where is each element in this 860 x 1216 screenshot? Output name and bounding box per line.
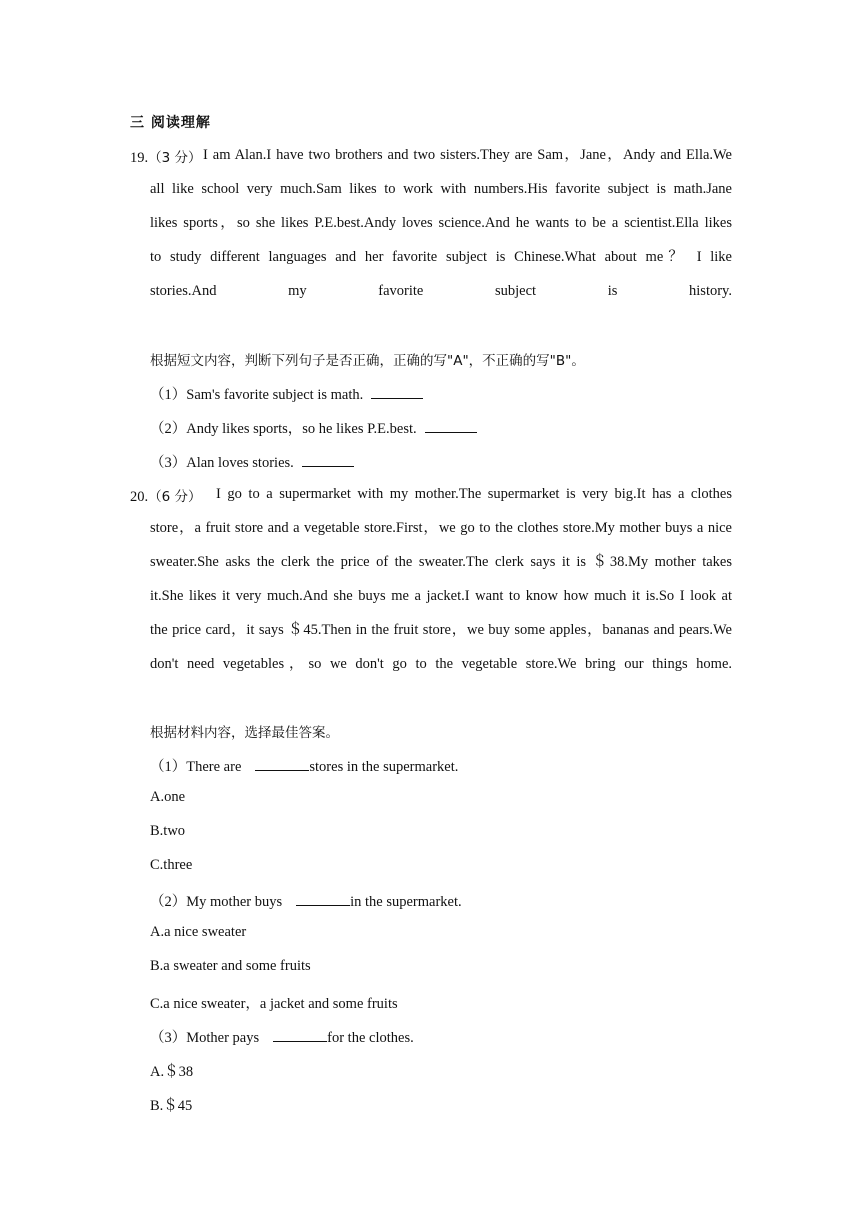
answer-blank[interactable] bbox=[255, 758, 309, 771]
q19-passage-rest bbox=[150, 172, 732, 308]
q19-line-1: I am Alan.I have two brothers and two sisters.They are Sam，Jane，Andy and Ella.We bbox=[203, 147, 732, 163]
q19-passage-line-1 bbox=[203, 138, 732, 172]
q20-q2-suffix: in the supermarket. bbox=[350, 894, 462, 910]
q19-line-4: to study different languages and her favorite subject is Chinese.What about me？ I like bbox=[150, 249, 732, 265]
q19-item-1-text: （1）Sam's favorite subject is math. bbox=[150, 387, 364, 403]
q20-q1-option-b: B.two bbox=[150, 823, 186, 839]
q20-q2-option-c: C.a nice sweater，a jacket and some fruits bbox=[150, 996, 398, 1012]
q19-number: 19. bbox=[130, 150, 149, 166]
q20-q1-suffix: stores in the supermarket. bbox=[309, 759, 459, 775]
q19-item-3 bbox=[150, 451, 354, 472]
q19-instruction: 根据短文内容，判断下列句子是否正确，正确的写"A"，不正确的写"B"。 bbox=[150, 353, 585, 369]
q19-line-2: all like school very much.Sam likes to work with numbers.His favorite subject is math.Jane bbox=[150, 181, 732, 197]
q20-q1-prefix: （1）There are bbox=[150, 759, 242, 775]
q20-line-6: don't need vegetables，so we don't go to the vegetable store.We bring our things home. bbox=[150, 656, 732, 672]
q19-score: （3 分） bbox=[148, 150, 202, 166]
q20-q2-option-a: A.a nice sweater bbox=[150, 924, 247, 940]
q20-q2-prefix: （2）My mother buys bbox=[150, 894, 283, 910]
q20-q3-option-b: B.＄45 bbox=[150, 1098, 193, 1114]
q20-passage-rest bbox=[150, 511, 732, 681]
q20-question-3 bbox=[150, 1026, 414, 1047]
q20-number-score bbox=[130, 485, 202, 506]
q20-q1-option-a: A.one bbox=[150, 789, 186, 805]
answer-blank[interactable] bbox=[296, 893, 350, 906]
q19-line-3: likes sports，so she likes P.E.best.Andy loves science.And he wants to be a scientist.Ella likes bbox=[150, 215, 732, 231]
q20-passage-line-1 bbox=[216, 477, 732, 511]
q20-instruction: 根据材料内容，选择最佳答案。 bbox=[150, 725, 339, 741]
q20-q2-option-b: B.a sweater and some fruits bbox=[150, 958, 311, 974]
q20-q3-option-a: A.＄38 bbox=[150, 1064, 194, 1080]
q20-line-4: it.She likes it very much.And she buys me a jacket.I want to know how much it is.So I look at bbox=[150, 588, 732, 604]
q20-line-5: the price card，it says ＄45.Then in the fruit store，we buy some apples，bananas and pears.We bbox=[150, 622, 732, 638]
q20-q3-suffix: for the clothes. bbox=[327, 1030, 414, 1046]
q20-line-1: I go to a supermarket with my mother.The supermarket is very big.It has a clothes bbox=[216, 486, 732, 502]
answer-blank[interactable] bbox=[425, 420, 477, 433]
answer-blank[interactable] bbox=[302, 454, 354, 467]
q20-q1-option-c: C.three bbox=[150, 857, 193, 873]
q20-question-1 bbox=[150, 755, 458, 776]
q19-item-2 bbox=[150, 417, 477, 438]
q20-score: （6 分） bbox=[148, 489, 202, 505]
answer-blank[interactable] bbox=[273, 1029, 327, 1042]
q19-line-5: stories.And my favorite subject is history. bbox=[150, 283, 732, 299]
q20-line-2: store，a fruit store and a vegetable store.First，we go to the clothes store.My mother buys a nice bbox=[150, 520, 732, 536]
q19-item-3-text: （3）Alan loves stories. bbox=[150, 455, 294, 471]
q20-line-3: sweater.She asks the clerk the price of the sweater.The clerk says it is ＄38.My mother takes bbox=[150, 554, 732, 570]
q19-item-1 bbox=[150, 383, 423, 404]
q20-q3-prefix: （3）Mother pays bbox=[150, 1030, 260, 1046]
q20-question-2 bbox=[150, 890, 462, 911]
q19-number-score bbox=[130, 146, 202, 167]
answer-blank[interactable] bbox=[371, 386, 423, 399]
section-title: 三 阅读理解 bbox=[130, 115, 211, 131]
q19-item-2-text: （2）Andy likes sports，so he likes P.E.best. bbox=[150, 421, 417, 437]
q20-number: 20. bbox=[130, 489, 149, 505]
